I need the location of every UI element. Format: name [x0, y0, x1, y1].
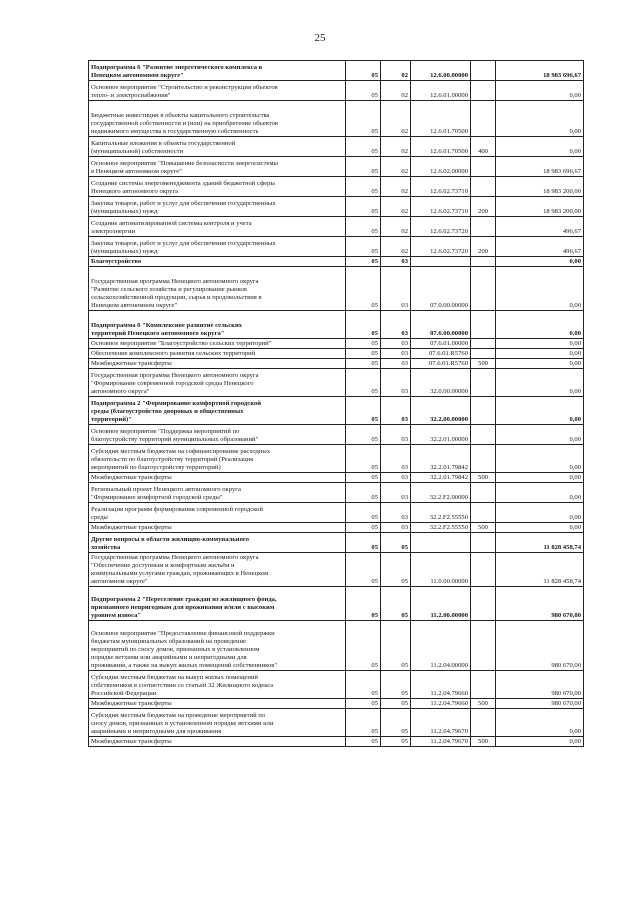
table-row	[89, 349, 584, 359]
expense-type-cell	[471, 445, 496, 473]
subsection-code-cell: 05	[381, 709, 411, 737]
table-row	[89, 339, 584, 349]
amount-cell: 980 670,00	[496, 621, 584, 671]
section-code-cell: 05	[346, 81, 381, 101]
amount-cell: 0,00	[496, 425, 584, 445]
subsection-code-cell: 03	[381, 483, 411, 503]
target-article-cell: 12.6.00.00000	[411, 61, 471, 81]
table-row	[89, 473, 584, 483]
section-code-cell: 05	[346, 61, 381, 81]
subsection-code-cell: 03	[381, 503, 411, 523]
expense-type-cell: 400	[471, 137, 496, 157]
item-name-cell: Благоустройство	[89, 257, 346, 267]
expense-type-cell	[471, 397, 496, 425]
item-name-cell: Создание автоматизированной системы контроля и учета электроэнергии	[89, 217, 346, 237]
section-code-cell: 05	[346, 397, 381, 425]
section-code-cell: 05	[346, 257, 381, 267]
expense-type-cell	[471, 267, 496, 311]
target-article-cell: 11.2.00.00000	[411, 587, 471, 621]
expense-type-cell: 500	[471, 699, 496, 709]
amount-cell: 0,00	[496, 267, 584, 311]
table-row	[89, 709, 584, 737]
expense-type-cell	[471, 533, 496, 553]
item-name-cell: Создание системы энергоменеджмента зданий бюджетной сферы Ненецкого автономного округа	[89, 177, 346, 197]
expense-type-cell	[471, 483, 496, 503]
amount-cell: 0,00	[496, 81, 584, 101]
subsection-code-cell: 03	[381, 359, 411, 369]
subsection-code-cell: 02	[381, 177, 411, 197]
subsection-code-cell: 05	[381, 699, 411, 709]
expense-type-cell: 500	[471, 359, 496, 369]
target-article-cell: 12.6.02.73710	[411, 177, 471, 197]
section-code-cell: 05	[346, 483, 381, 503]
section-code-cell: 05	[346, 553, 381, 587]
target-article-cell: 32.2.01.79842	[411, 473, 471, 483]
amount-cell: 0,00	[496, 445, 584, 473]
target-article-cell: 32.2.F2.55550	[411, 523, 471, 533]
amount-cell: 0,00	[496, 359, 584, 369]
target-article-cell: 32.2.F2.00000	[411, 483, 471, 503]
expense-type-cell: 500	[471, 737, 496, 747]
subsection-code-cell: 03	[381, 523, 411, 533]
table-row	[89, 425, 584, 445]
section-code-cell: 05	[346, 473, 381, 483]
expense-type-cell	[471, 217, 496, 237]
subsection-code-cell: 02	[381, 237, 411, 257]
table-row	[89, 237, 584, 257]
expense-type-cell	[471, 369, 496, 397]
table-row	[89, 217, 584, 237]
item-name-cell: Закупка товаров, работ и услуг для обеспечения государственных (муниципальных) нужд	[89, 237, 346, 257]
expense-type-cell	[471, 671, 496, 699]
table-row	[89, 621, 584, 671]
table-row	[89, 503, 584, 523]
item-name-cell: Субсидии местным бюджетам на проведение мероприятий по сносу домов, признанных в установленном порядке ветхими или аварийными и непригодными для проживания	[89, 709, 346, 737]
amount-cell: 0,00	[496, 349, 584, 359]
subsection-code-cell: 03	[381, 267, 411, 311]
target-article-cell: 11.2.04.79670	[411, 737, 471, 747]
budget-table	[88, 60, 584, 747]
item-name-cell: Межбюджетные трансферты	[89, 699, 346, 709]
item-name-cell: Реализация программ формирования современной городской среды	[89, 503, 346, 523]
amount-cell: 11 828 458,74	[496, 553, 584, 587]
expense-type-cell	[471, 553, 496, 587]
table-row	[89, 553, 584, 587]
subsection-code-cell: 02	[381, 197, 411, 217]
item-name-cell: Субсидии местным бюджетам на софинансирование расходных обязательств по благоустройству территорий (Реализация мероприятий по благоустройству территорий)	[89, 445, 346, 473]
amount-cell: 0,00	[496, 397, 584, 425]
amount-cell: 0,00	[496, 709, 584, 737]
table-row	[89, 267, 584, 311]
target-article-cell: 12.6.01.70500	[411, 101, 471, 137]
section-code-cell: 05	[346, 137, 381, 157]
section-code-cell: 05	[346, 237, 381, 257]
table-row	[89, 197, 584, 217]
target-article-cell: 11.2.04.79670	[411, 709, 471, 737]
item-name-cell: Основное мероприятие "Поддержка мероприятий по благоустройству территорий муниципальных образований"	[89, 425, 346, 445]
expense-type-cell	[471, 503, 496, 523]
table-row	[89, 483, 584, 503]
expense-type-cell	[471, 587, 496, 621]
expense-type-cell: 500	[471, 523, 496, 533]
expense-type-cell	[471, 257, 496, 267]
amount-cell: 980 670,00	[496, 671, 584, 699]
amount-cell: 0,00	[496, 339, 584, 349]
amount-cell: 18 983 696,67	[496, 157, 584, 177]
budget-table-body	[89, 61, 584, 747]
section-code-cell: 05	[346, 359, 381, 369]
target-article-cell: 07.0.00.00000	[411, 267, 471, 311]
item-name-cell: Субсидии местным бюджетам на выкуп жилых помещений собственников в соответствии со статьей 32 Жилищного кодекса Российской Федерации	[89, 671, 346, 699]
target-article-cell: 07.6.01.00000	[411, 339, 471, 349]
target-article-cell: 11.2.04.00000	[411, 621, 471, 671]
target-article-cell: 32.2.00.00000	[411, 397, 471, 425]
expense-type-cell	[471, 425, 496, 445]
item-name-cell: Межбюджетные трансферты	[89, 737, 346, 747]
amount-cell: 980 670,00	[496, 587, 584, 621]
table-row	[89, 369, 584, 397]
table-row-section	[89, 533, 584, 553]
subsection-code-cell: 02	[381, 217, 411, 237]
section-code-cell: 05	[346, 587, 381, 621]
subsection-code-cell: 03	[381, 257, 411, 267]
amount-cell: 0,00	[496, 523, 584, 533]
amount-cell: 980 670,00	[496, 699, 584, 709]
subsection-code-cell: 02	[381, 137, 411, 157]
item-name-cell: Закупка товаров, работ и услуг для обеспечения государственных (муниципальных) нужд	[89, 197, 346, 217]
target-article-cell: 07.6.01.R5760	[411, 359, 471, 369]
section-code-cell: 05	[346, 217, 381, 237]
expense-type-cell	[471, 101, 496, 137]
amount-cell: 0,00	[496, 473, 584, 483]
expense-type-cell	[471, 177, 496, 197]
section-code-cell: 05	[346, 709, 381, 737]
item-name-cell: Государственная программа Ненецкого автономного округа "Развитие сельского хозяйства и регулирование рынков сельскохозяйственной продукции, сырья и продовольствия в Ненецком автономном округе"	[89, 267, 346, 311]
section-code-cell: 05	[346, 737, 381, 747]
section-code-cell: 05	[346, 349, 381, 359]
section-code-cell: 05	[346, 267, 381, 311]
amount-cell: 0,00	[496, 137, 584, 157]
subsection-code-cell: 03	[381, 425, 411, 445]
item-name-cell: Подпрограмма 6 "Комплексное развитие сельских территорий Ненецкого автономного округа"	[89, 311, 346, 339]
table-row-section	[89, 61, 584, 81]
expense-type-cell: 200	[471, 237, 496, 257]
subsection-code-cell: 05	[381, 621, 411, 671]
amount-cell: 0,00	[496, 311, 584, 339]
table-row	[89, 699, 584, 709]
amount-cell: 0,00	[496, 101, 584, 137]
subsection-code-cell: 03	[381, 311, 411, 339]
section-code-cell: 05	[346, 157, 381, 177]
target-article-cell: 11.2.04.79660	[411, 671, 471, 699]
subsection-code-cell: 02	[381, 61, 411, 81]
section-code-cell: 05	[346, 197, 381, 217]
table-row	[89, 523, 584, 533]
item-name-cell: Основное мероприятие "Благоустройство сельских территорий"	[89, 339, 346, 349]
item-name-cell: Государственная программа Ненецкого автономного округа "Обеспечение доступным и комфортным жильём и коммунальными услугами граждан, проживающих в Ненецком автономном округе"	[89, 553, 346, 587]
section-code-cell: 05	[346, 369, 381, 397]
section-code-cell: 05	[346, 311, 381, 339]
amount-cell: 0,00	[496, 503, 584, 523]
amount-cell: 496,67	[496, 217, 584, 237]
section-code-cell: 05	[346, 523, 381, 533]
target-article-cell: 11.0.00.00000	[411, 553, 471, 587]
expense-type-cell	[471, 157, 496, 177]
expense-type-cell	[471, 621, 496, 671]
item-name-cell: Межбюджетные трансферты	[89, 473, 346, 483]
subsection-code-cell: 03	[381, 397, 411, 425]
target-article-cell: 12.6.02.00000	[411, 157, 471, 177]
subsection-code-cell: 02	[381, 81, 411, 101]
item-name-cell: Государственная программа Ненецкого автономного округа "Формирование современной городской среды Ненецкого автономного округа"	[89, 369, 346, 397]
table-row	[89, 359, 584, 369]
target-article-cell: 12.6.01.00000	[411, 81, 471, 101]
amount-cell: 496,67	[496, 237, 584, 257]
expense-type-cell	[471, 339, 496, 349]
table-row	[89, 81, 584, 101]
amount-cell: 18 983 200,00	[496, 197, 584, 217]
target-article-cell: 07.6.00.00000	[411, 311, 471, 339]
section-code-cell: 05	[346, 101, 381, 137]
table-row-section	[89, 397, 584, 425]
item-name-cell: Подпрограмма 6 "Развитие энергетического комплекса в Ненецком автономном округе"	[89, 61, 346, 81]
target-article-cell: 32.2.01.00000	[411, 425, 471, 445]
expense-type-cell: 500	[471, 473, 496, 483]
amount-cell: 0,00	[496, 369, 584, 397]
item-name-cell: Другие вопросы в области жилищно-коммунального хозяйства	[89, 533, 346, 553]
target-article-cell: 07.6.01.R5760	[411, 349, 471, 359]
section-code-cell: 05	[346, 621, 381, 671]
section-code-cell: 05	[346, 425, 381, 445]
subsection-code-cell: 05	[381, 671, 411, 699]
subsection-code-cell: 03	[381, 339, 411, 349]
item-name-cell: Обеспечение комплексного развития сельских территорий	[89, 349, 346, 359]
subsection-code-cell: 05	[381, 587, 411, 621]
subsection-code-cell: 05	[381, 533, 411, 553]
subsection-code-cell: 03	[381, 445, 411, 473]
expense-type-cell	[471, 709, 496, 737]
amount-cell: 0,00	[496, 737, 584, 747]
target-article-cell: 11.2.04.79660	[411, 699, 471, 709]
table-row	[89, 671, 584, 699]
subsection-code-cell: 02	[381, 157, 411, 177]
target-article-cell: 32.2.01.79842	[411, 445, 471, 473]
table-row	[89, 177, 584, 197]
page-number: 25	[314, 32, 326, 44]
subsection-code-cell: 03	[381, 369, 411, 397]
item-name-cell: Подпрограмма 2 "Формирование комфортной городской среды (благоустройство дворовых и общественных территорий)"	[89, 397, 346, 425]
target-article-cell: 12.6.01.70500	[411, 137, 471, 157]
section-code-cell: 05	[346, 445, 381, 473]
section-code-cell: 05	[346, 177, 381, 197]
amount-cell: 11 828 458,74	[496, 533, 584, 553]
item-name-cell: Основное мероприятие "Повышение безопасности энергосистемы в Ненецком автономном округе"	[89, 157, 346, 177]
expense-type-cell	[471, 61, 496, 81]
table-row-section	[89, 311, 584, 339]
amount-cell: 18 983 200,00	[496, 177, 584, 197]
section-code-cell: 05	[346, 671, 381, 699]
target-article-cell: 12.6.02.73720	[411, 217, 471, 237]
item-name-cell: Подпрограмма 2 "Переселение граждан из жилищного фонда, признанного непригодным для проживания и/или с высоким уровнем износа"	[89, 587, 346, 621]
section-code-cell: 05	[346, 533, 381, 553]
item-name-cell: Межбюджетные трансферты	[89, 359, 346, 369]
amount-cell: 0,00	[496, 483, 584, 503]
section-code-cell: 05	[346, 503, 381, 523]
item-name-cell: Бюджетные инвестиции в объекты капитального строительства государственной собственности и (или) на приобретение объектов недвижимого имущества в государственную собственность	[89, 101, 346, 137]
table-row-section	[89, 257, 584, 267]
amount-cell: 0,00	[496, 257, 584, 267]
expense-type-cell: 200	[471, 197, 496, 217]
subsection-code-cell: 03	[381, 473, 411, 483]
table-row	[89, 101, 584, 137]
target-article-cell: 12.6.02.73720	[411, 237, 471, 257]
target-article-cell: 32.0.00.00000	[411, 369, 471, 397]
table-row	[89, 137, 584, 157]
table-row-section	[89, 587, 584, 621]
expense-type-cell	[471, 81, 496, 101]
subsection-code-cell: 05	[381, 737, 411, 747]
amount-cell: 18 983 696,67	[496, 61, 584, 81]
item-name-cell: Межбюджетные трансферты	[89, 523, 346, 533]
subsection-code-cell: 03	[381, 349, 411, 359]
expense-type-cell	[471, 311, 496, 339]
item-name-cell: Капитальные вложения в объекты государственной (муниципальной) собственности	[89, 137, 346, 157]
expense-type-cell	[471, 349, 496, 359]
subsection-code-cell: 05	[381, 553, 411, 587]
target-article-cell	[411, 533, 471, 553]
table-row	[89, 157, 584, 177]
table-row	[89, 737, 584, 747]
table-row	[89, 445, 584, 473]
item-name-cell: Основное мероприятие "Предоставление финансовой поддержки бюджетам муниципальных образований на проведение мероприятий по сносу домов, признанных в установленном порядке ветхими или аварийными и непригодными для проживания, а также на выкуп жилых помещений собственников"	[89, 621, 346, 671]
target-article-cell: 32.2.F2.55550	[411, 503, 471, 523]
subsection-code-cell: 02	[381, 101, 411, 137]
item-name-cell: Основное мероприятие "Строительство и реконструкция объектов тепло- и электроснабжения"	[89, 81, 346, 101]
target-article-cell	[411, 257, 471, 267]
target-article-cell: 12.6.02.73710	[411, 197, 471, 217]
section-code-cell: 05	[346, 339, 381, 349]
item-name-cell: Региональный проект Ненецкого автономного округа "Формирование комфортной городской среды"	[89, 483, 346, 503]
section-code-cell: 05	[346, 699, 381, 709]
